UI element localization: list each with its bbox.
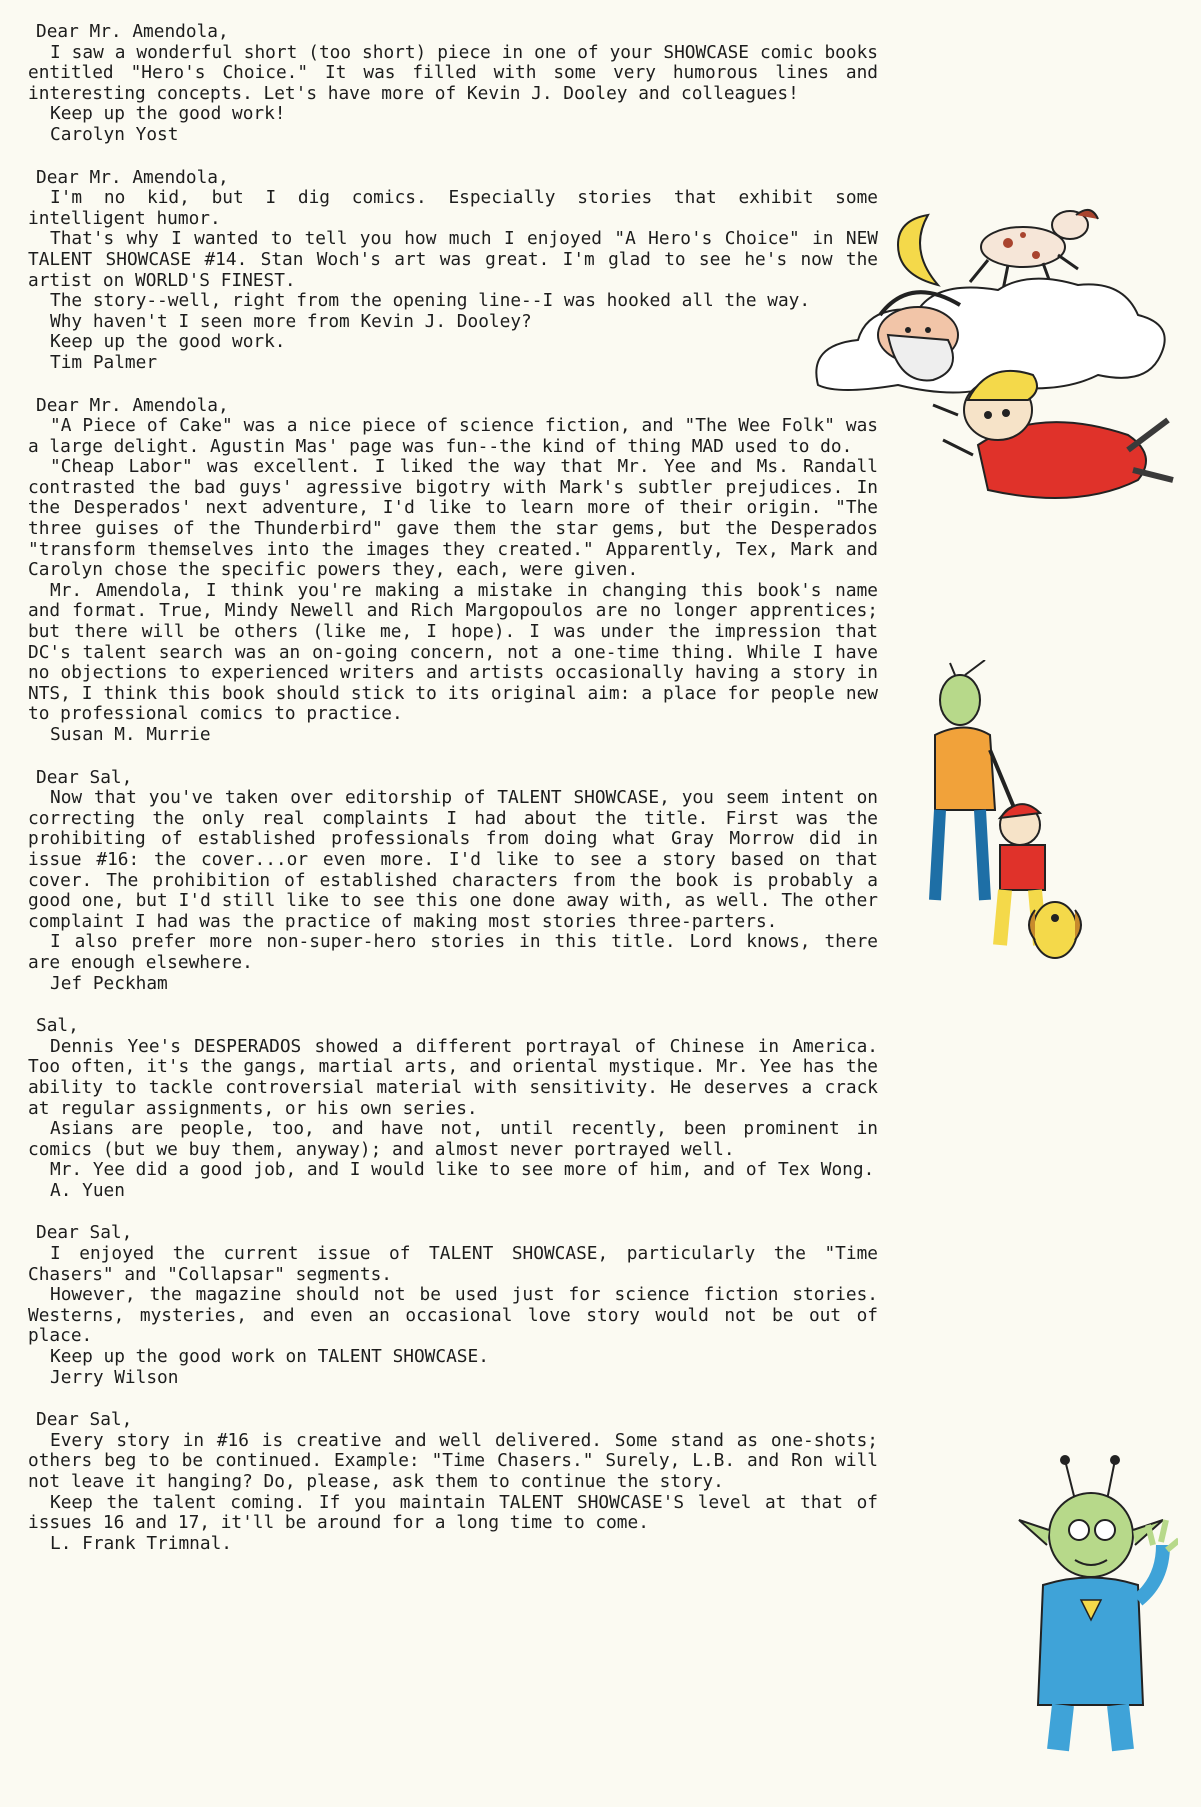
letter-salutation: Dear Sal,	[36, 766, 133, 788]
letter-paragraph: "Cheap Labor" was excellent. I liked the way that Mr. Yee and Ms. Randall contrasted the bad guys' agressive bigotry with Mark's subtler prejudices. In the Desperados' next adventure, I'd like to learn more of their origin. "The three guises of the Thunderbird" gave them the star gems, but the Desperados "transform themselves into the images they created." Apparently, Tex, Mark and Carolyn chose the specific powers they, each, were given.	[28, 456, 878, 581]
letter-paragraph: Why haven't I seen more from Kevin J. Dooley?	[50, 310, 532, 332]
letter-1	[28, 22, 878, 146]
letter-signature: L. Frank Trimnal.	[50, 1532, 232, 1554]
letter-signature: Jerry Wilson	[50, 1366, 179, 1388]
letter-paragraph: Keep up the good work on TALENT SHOWCASE.	[50, 1346, 489, 1368]
letter-paragraph: I'm no kid, but I dig comics. Especially stories that exhibit some intelligent humor.	[28, 187, 878, 229]
letter-paragraph: I enjoyed the current issue of TALENT SHOWCASE, particularly the "Time Chasers" and "Collapsar" segments.	[28, 1243, 878, 1285]
letter-4	[28, 768, 878, 995]
letter-paragraph: The story--well, right from the opening line--I was hooked all the way.	[50, 290, 811, 312]
moon-icon	[898, 215, 938, 285]
letter-salutation: Dear Mr. Amendola,	[36, 166, 229, 188]
waving-alien-illustration	[1003, 1450, 1178, 1760]
family-walking-illustration	[905, 660, 1085, 1000]
letter-paragraph: Keep up the good work!	[50, 103, 286, 125]
letter-7	[28, 1410, 878, 1554]
letter-5	[28, 1016, 878, 1201]
letter-paragraph: I saw a wonderful short (too short) piece in one of your SHOWCASE comic books entitled "Hero's Choice." It was filled with some very humorous lines and interesting concepts. Let's have more of Kevin J. Dooley and colleagues!	[28, 41, 878, 104]
letter-signature: Carolyn Yost	[50, 123, 179, 145]
letter-paragraph: I also prefer more non-super-hero stories in this title. Lord knows, there are enough elsewhere.	[28, 931, 878, 973]
letter-signature: Tim Palmer	[50, 351, 158, 373]
letter-paragraph: However, the magazine should not be used just for science fiction stories. Westerns, mysteries, and even an occasional love story would not be out of place.	[28, 1284, 878, 1347]
cloud-flying-characters-illustration	[808, 185, 1193, 545]
letter-signature: A. Yuen	[50, 1179, 125, 1201]
letter-6	[28, 1223, 878, 1388]
letter-paragraph: Mr. Yee did a good job, and I would like to see more of him, and of Tex Wong.	[50, 1159, 875, 1181]
letter-paragraph: That's why I wanted to tell you how much I enjoyed "A Hero's Choice" in NEW TALENT SHOWCASE #14. Stan Woch's art was great. I'm glad to see he's now the artist on WORLD'S FINEST.	[28, 228, 878, 291]
letter-paragraph: Every story in #16 is creative and well delivered. Some stand as one-shots; others beg to be continued. Example: "Time Chasers." Surely, L.B. and Ron will not leave it hanging? Do, please, ask them to continue the story.	[28, 1429, 878, 1492]
letter-3	[28, 396, 878, 746]
letter-paragraph: Keep up the good work.	[50, 331, 286, 353]
letter-paragraph: "A Piece of Cake" was a nice piece of science fiction, and "The Wee Folk" was a large delight. Agustin Mas' page was fun--the kind of thing MAD used to do.	[28, 415, 878, 457]
letter-paragraph: Now that you've taken over editorship of TALENT SHOWCASE, you seem intent on correcting the only real complaints I had about the title. First was the prohibiting of established professionals from doing what Gray Morrow did in issue #16: the cover...or even more. I'd like to see a story based on that cover. The prohibition of established characters from the book is probably a good one, but I'd still like to see this one done away with, as well. The other complaint I had was the practice of making most stories three-parters.	[28, 787, 878, 932]
letter-paragraph: Keep the talent coming. If you maintain TALENT SHOWCASE'S level at that of issues 16 and 17, it'll be around for a long time to come.	[28, 1491, 878, 1534]
alien-head-icon	[1019, 1493, 1163, 1577]
letters-column	[28, 22, 878, 1576]
letter-paragraph: Dennis Yee's DESPERADOS showed a different portrayal of Chinese in America. Too often, it's the gangs, martial arts, and oriental mystique. Mr. Yee has the ability to tackle controversial material with sensitivity. He deserves a crack at regular assignments, or his own series.	[28, 1035, 878, 1119]
letter-paragraph: Mr. Amendola, I think you're making a mistake in changing this book's name and format. True, Mindy Newell and Rich Margopoulos are no longer apprentices; but there will be others (like me, I hope). I was under the impression that DC's talent search was an on-going concern, not a one-time thing. While I have no objections to experienced writers and artists occasionally having a story in NTS, I think this book should stick to its original aim: a place for people new to professional comics to practice.	[28, 579, 878, 725]
antenna-icon	[1110, 1455, 1120, 1465]
letter-signature: Susan M. Murrie	[50, 724, 211, 745]
letter-salutation: Dear Sal,	[36, 1222, 133, 1244]
letter-signature: Jef Peckham	[50, 972, 168, 994]
letter-salutation: Dear Mr. Amendola,	[36, 394, 229, 416]
letter-salutation: Dear Sal,	[36, 1409, 133, 1431]
letter-2	[28, 168, 878, 374]
antenna-icon	[1060, 1455, 1070, 1465]
letter-salutation: Dear Mr. Amendola,	[36, 21, 229, 42]
letter-paragraph: Asians are people, too, and have not, until recently, been prominent in comics (but we buy them, anyway); and almost never portrayed well.	[28, 1118, 878, 1160]
letter-salutation: Sal,	[36, 1015, 79, 1037]
